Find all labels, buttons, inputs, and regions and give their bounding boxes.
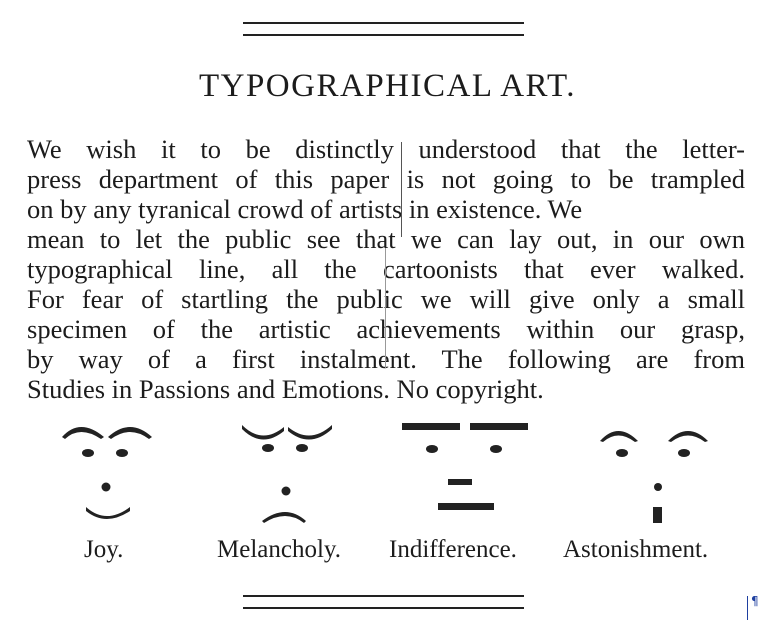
caption-melancholy: Melancholy. [217,536,342,563]
text-cursor[interactable] [747,596,748,620]
body-line: press department of this paper is not going to be trampled [27,164,745,194]
body-line: For fear of startling the public we will give only a small [27,284,745,314]
joy-face-icon [60,415,155,525]
body-line: specimen of the artistic achievements within our grasp, [27,314,745,344]
body-line: We wish it to be distinctly understood that the letter- [27,134,745,164]
body-line: mean to let the public see that we can lay out, in our own [27,224,745,254]
top-rule-upper [243,22,524,24]
paragraph-mark-icon[interactable]: ¶ [751,594,759,608]
body-line: typographical line, all the cartoonists that ever walked. [27,254,745,284]
paper-crease [385,248,386,368]
top-rule-lower [243,34,524,36]
article-title: TYPOGRAPHICAL ART. [198,68,577,104]
indifference-face-icon [400,415,530,525]
bottom-rule-lower [243,607,524,609]
paper-crease [401,142,402,237]
caption-joy: Joy. [84,536,124,563]
article-body [27,134,745,404]
body-line: by way of a first instalment. The following are from [27,344,745,374]
caption-indifference: Indifference. [389,536,517,563]
astonishment-face-icon [598,415,713,527]
body-line: on by any tyranical crowd of artists in existence. We [27,194,583,224]
melancholy-face-icon [240,415,335,525]
body-line: Studies in Passions and Emotions. No copyright. [27,374,544,404]
caption-astonishment: Astonishment. [563,536,709,563]
bottom-rule-upper [243,595,524,597]
